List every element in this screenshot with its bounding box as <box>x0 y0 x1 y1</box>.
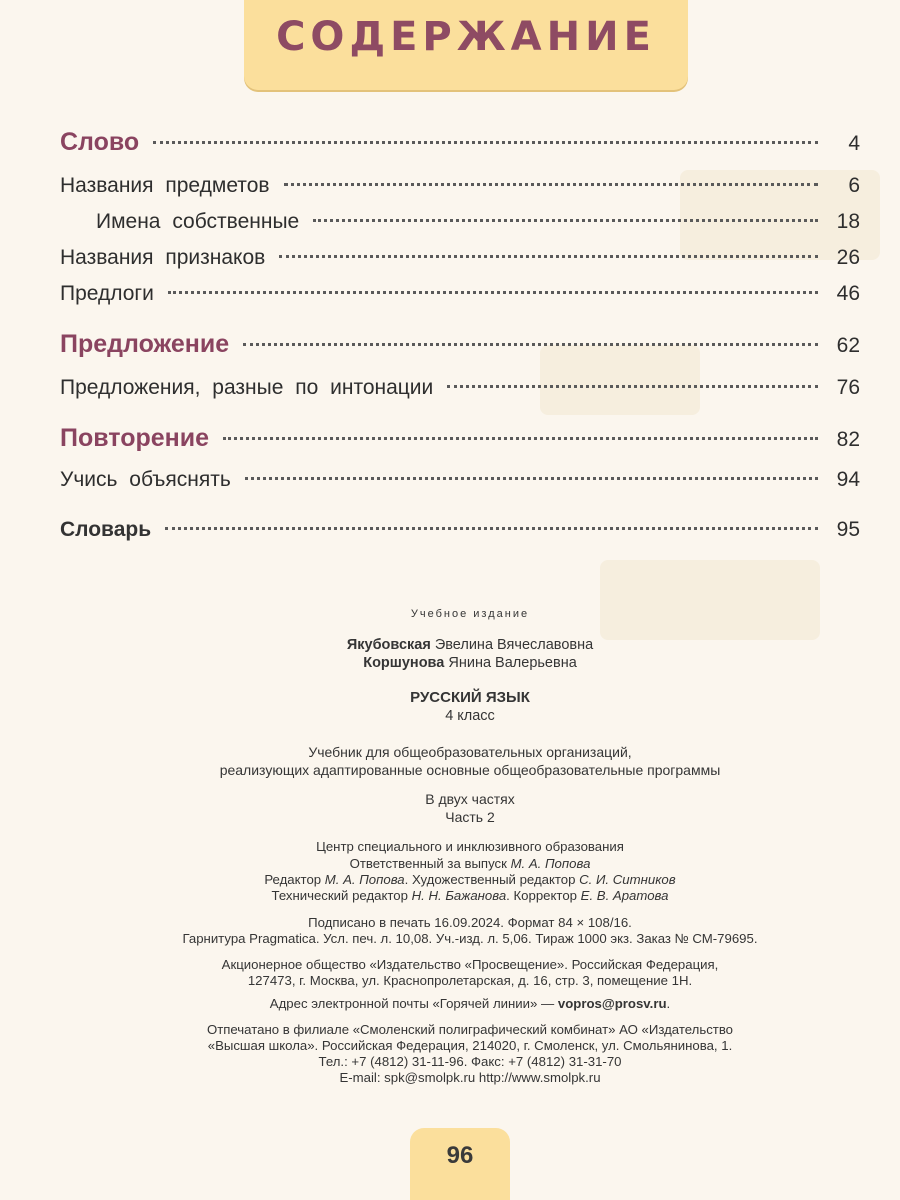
imprint-description: Учебник для общеобразовательных организаций, <box>308 744 632 760</box>
dot-leader <box>279 255 818 258</box>
toc-entry-label: Предложение <box>60 330 230 358</box>
toc-entry[interactable] <box>60 376 860 400</box>
imprint-author: Якубовская Эвелина Вячеславовна <box>346 637 594 653</box>
imprint-line: 127473, г. Москва, ул. Краснопролетарская, д. 16, стр. 3, помещение 1Н. <box>247 973 693 988</box>
toc-entry-label: Учись объяснять <box>60 468 231 491</box>
toc-entry[interactable] <box>60 128 860 157</box>
dot-leader <box>153 141 818 144</box>
toc-entry-page: 76 <box>836 376 860 399</box>
imprint-book-title: РУССКИЙ ЯЗЫК <box>410 689 530 706</box>
dot-leader <box>284 183 818 186</box>
toc-entry[interactable] <box>60 468 860 492</box>
imprint-line: Ответственный за выпуск М. А. Попова <box>349 856 591 871</box>
imprint-line: Редактор М. А. Попова. Художественный редактор С. И. Ситников <box>264 872 676 887</box>
toc-entry-page: 4 <box>848 132 860 155</box>
header-banner <box>244 0 688 90</box>
dot-leader <box>313 219 818 222</box>
dot-leader <box>165 527 818 530</box>
imprint-line: E-mail: spk@smolpk.ru http://www.smolpk.ru <box>339 1070 601 1085</box>
toc-entry-page: 94 <box>836 468 860 491</box>
background-decoration <box>600 560 820 640</box>
toc-entry[interactable] <box>60 330 860 359</box>
toc-entry[interactable] <box>60 282 860 306</box>
toc-entry-page: 82 <box>836 428 860 451</box>
page-title: СОДЕРЖАНИЕ <box>276 14 656 60</box>
toc-entry-page: 18 <box>836 210 860 233</box>
dot-leader <box>243 343 818 346</box>
toc-entry[interactable] <box>60 424 860 453</box>
imprint-line: Центр специального и инклюзивного образования <box>316 839 624 854</box>
toc-entry[interactable] <box>60 246 860 270</box>
imprint-part: Часть 2 <box>445 809 495 825</box>
toc-entry-label: Предложения, разные по интонации <box>60 376 434 399</box>
toc-entry-label: Предлоги <box>60 282 154 305</box>
imprint-line: «Высшая школа». Российская Федерация, 214020, г. Смоленск, ул. Смольянинова, 1. <box>207 1038 733 1053</box>
toc-entry-label: Повторение <box>60 424 210 452</box>
imprint-author: Коршунова Янина Валерьевна <box>363 655 577 671</box>
dot-leader <box>223 437 818 440</box>
imprint-line: Тел.: +7 (4812) 31-11-96. Факс: +7 (4812) 31-31-70 <box>318 1054 622 1069</box>
imprint-hotline: Адрес электронной почты «Горячей линии» — vopros@prosv.ru. <box>269 996 671 1011</box>
toc-entry[interactable] <box>60 174 860 198</box>
toc-entry-label: Слово <box>60 128 140 156</box>
imprint-line: Подписано в печать 16.09.2024. Формат 84 × 108/16. <box>308 915 632 930</box>
toc-entry-label: Названия предметов <box>60 174 270 197</box>
imprint-description: реализующих адаптированные основные общеобразовательные программы <box>219 762 721 778</box>
dot-leader <box>447 385 818 388</box>
imprint-edition-type: Учебное издание <box>410 608 530 620</box>
imprint-line: Гарнитура Pragmatica. Усл. печ. л. 10,08. Уч.-изд. л. 5,06. Тираж 1000 экз. Заказ № СМ-79695. <box>182 931 758 946</box>
toc-entry-label: Названия признаков <box>60 246 266 269</box>
dot-leader <box>245 477 818 480</box>
imprint-parts: В двух частях <box>425 791 515 807</box>
imprint-line: Технический редактор Н. Н. Бажанова. Корректор Е. В. Аратова <box>271 888 669 903</box>
page-number: 96 <box>446 1142 474 1169</box>
toc-entry-page: 62 <box>836 334 860 357</box>
toc-entry-page: 46 <box>836 282 860 305</box>
toc-entry-page: 95 <box>836 518 860 541</box>
toc-entry-page: 26 <box>836 246 860 269</box>
imprint-line: Отпечатано в филиале «Смоленский полиграфический комбинат» АО «Издательство <box>206 1022 734 1037</box>
toc-entry-page: 6 <box>848 174 860 197</box>
toc-entry-label: Словарь <box>60 518 152 541</box>
toc-entry[interactable] <box>60 518 860 542</box>
toc-entry[interactable] <box>60 210 860 234</box>
toc-entry-label: Имена собственные <box>96 210 300 233</box>
dot-leader <box>168 291 818 294</box>
imprint-line: Акционерное общество «Издательство «Просвещение». Российская Федерация, <box>221 957 719 972</box>
page-number-tab <box>410 1128 510 1200</box>
hotline-email[interactable]: vopros@prosv.ru <box>557 996 667 1011</box>
imprint-grade: 4 класс <box>445 708 495 724</box>
